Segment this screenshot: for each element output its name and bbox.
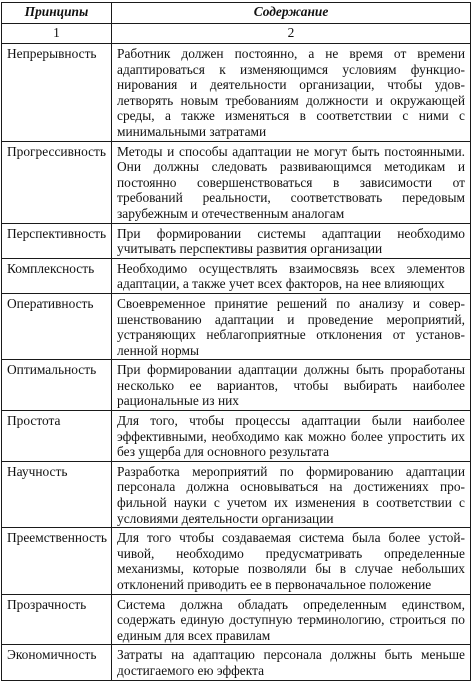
table-row — [2, 645, 471, 680]
header-principles: Принципы — [2, 3, 112, 24]
content-cell: Необходимо осуществлять взаимосвязь всех элементов адаптации, а также учет всех факторов, на нее влияющих — [112, 258, 471, 293]
principle-cell: Прозрачность — [2, 594, 112, 645]
table-row — [2, 293, 471, 359]
column-number-1: 1 — [2, 24, 112, 44]
table-row — [2, 141, 471, 223]
table-row — [2, 594, 471, 645]
principle-cell: Прогрессивность — [2, 141, 112, 223]
content-cell: При формировании адаптации должны быть проработаны несколько ее вариантов, чтобы выбирать наиболее рациональные из них — [112, 360, 471, 411]
content-cell: Своевременное принятие решений по анализу и совершенствованию адаптации и проведение мероприятий, устраняющих неблагоприятные отклонения от установленной нормы — [112, 293, 471, 359]
table-row — [2, 258, 471, 293]
table-row — [2, 461, 471, 527]
principle-cell: Оптимальность — [2, 360, 112, 411]
table-row — [2, 223, 471, 258]
column-number-row — [2, 24, 471, 44]
content-cell: Для того чтобы создаваемая система была более устойчивой, необходимо предусматривать определенные механизмы, которые позволяли бы в случае небольших отклонений приводить ее в первоначальное положение — [112, 528, 471, 594]
principle-cell: Научность — [2, 461, 112, 527]
principle-cell: Оперативность — [2, 293, 112, 359]
table-row — [2, 44, 471, 142]
content-cell: Система должна обладать определенным единством, содержать единую доступную терминологию, строиться по единым для всех правилам — [112, 594, 471, 645]
principle-cell: Комплексность — [2, 258, 112, 293]
table-row — [2, 411, 471, 462]
content-cell: При формировании системы адаптации необходимо учитывать перспективы развития организации — [112, 223, 471, 258]
table-header-row — [2, 3, 471, 24]
header-content: Содержание — [112, 3, 471, 24]
table-row — [2, 528, 471, 594]
table-row — [2, 360, 471, 411]
content-cell: Разработка мероприятий по формированию адаптации персонала должна основываться на достижениях профильной науки с учетом их изменения в соответствии с условиями деятельности организации — [112, 461, 471, 527]
principle-cell: Простота — [2, 411, 112, 462]
principle-cell: Перспективность — [2, 223, 112, 258]
column-number-2: 2 — [112, 24, 471, 44]
principles-table — [1, 2, 471, 681]
content-cell: Затраты на адаптацию персонала должны быть меньше достигаемого ею эффекта — [112, 645, 471, 680]
content-cell: Для того, чтобы процессы адаптации были наиболее эффективными, необходимо как можно более упростить их без ущерба для основного результата — [112, 411, 471, 462]
content-cell: Работник должен постоянно, а не время от времени адаптироваться к изменяющимся условиям функционирования и деятельности организации, чтобы удовлетворять новым требованиям должности и окружающей среды, а также изменяться в соответствии с ними с минимальными затратами — [112, 44, 471, 142]
principle-cell: Непрерывность — [2, 44, 112, 142]
principle-cell: Преемственность — [2, 528, 112, 594]
principle-cell: Экономичность — [2, 645, 112, 680]
content-cell: Методы и способы адаптации не могут быть постоянными. Они должны следовать развивающимся методикам и постоянно совершенствоваться в зависимости от требований реальности, соответствовать передовым зарубежным и отечественным аналогам — [112, 141, 471, 223]
